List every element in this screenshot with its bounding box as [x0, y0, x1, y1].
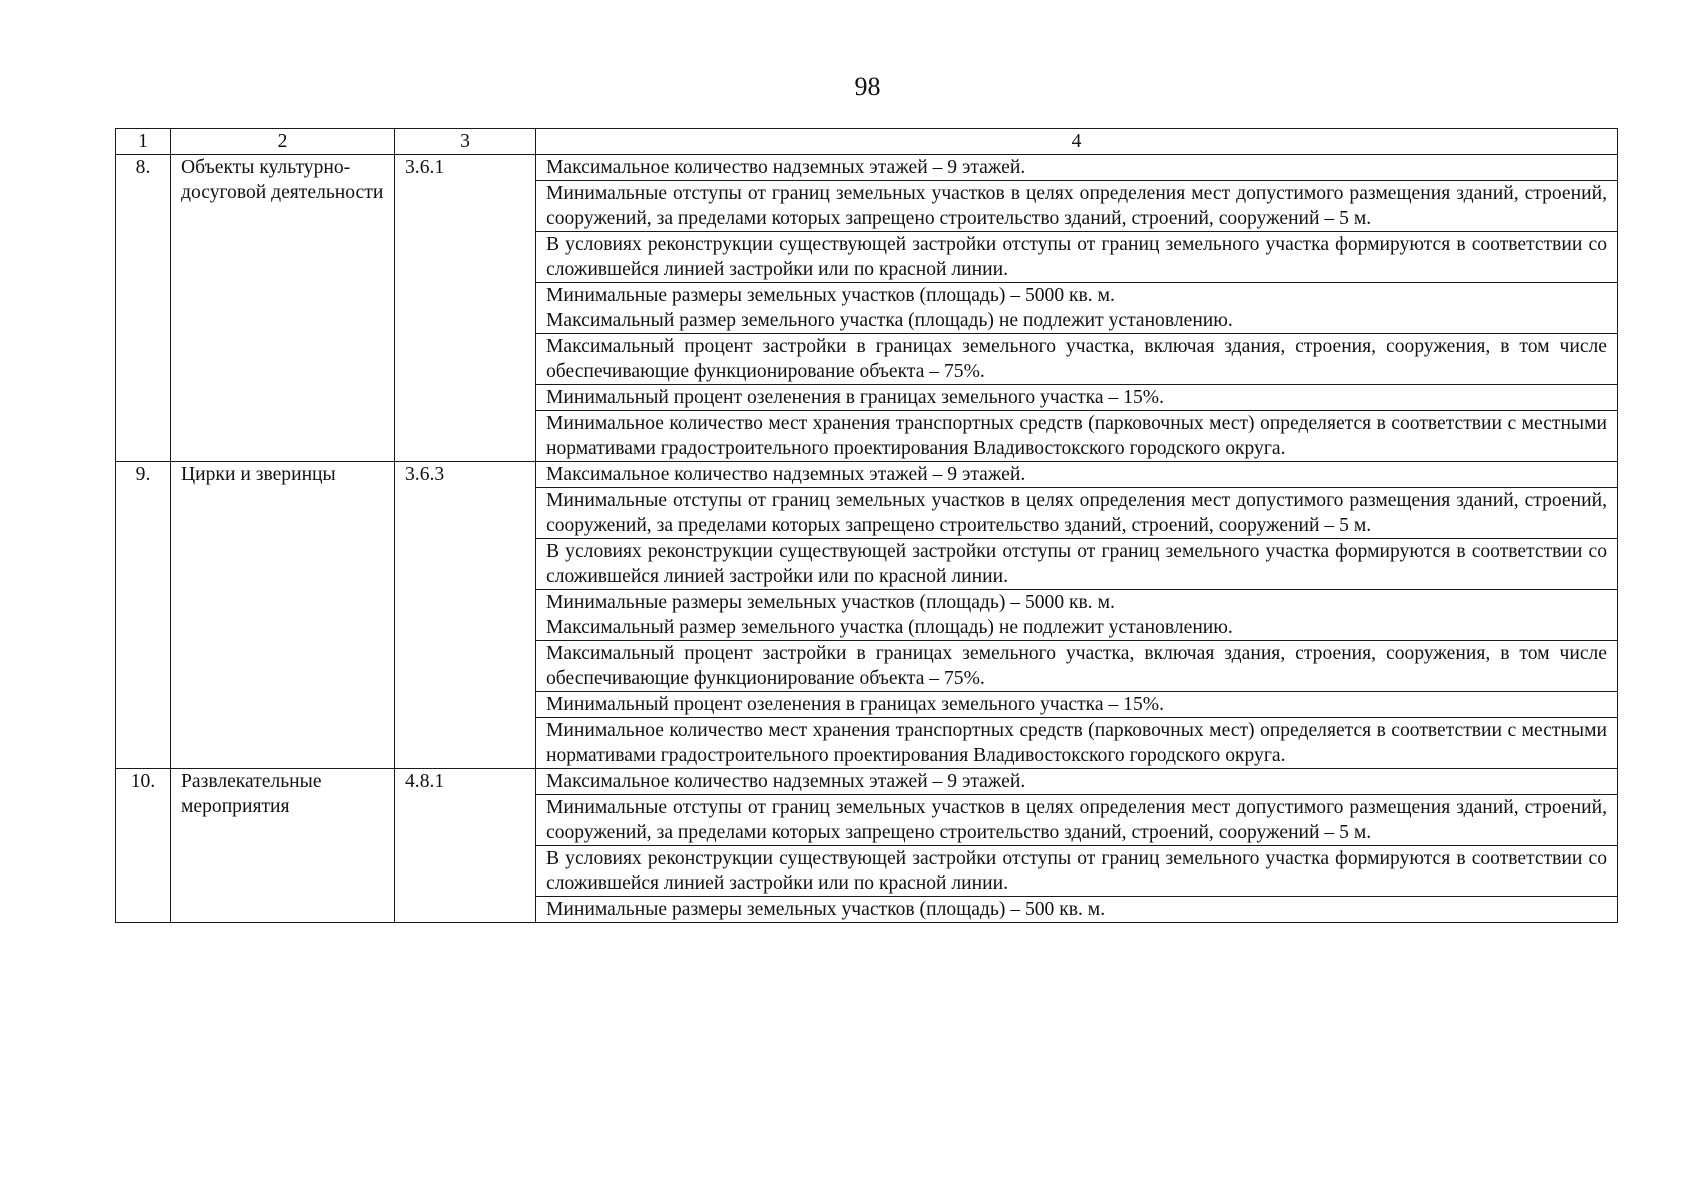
parameter-text: Максимальный размер земельного участка (площадь) не подлежит установлению.: [546, 617, 1233, 638]
parameter-text: Максимальный процент застройки в границах земельного участка, включая здания, строения, сооружения, в том числе обеспечивающие функционирование объекта – 75%.: [546, 643, 1607, 689]
parameter-text: Максимальное количество надземных этажей – 9 этажей.: [546, 157, 1026, 178]
page-number: 98: [854, 72, 881, 101]
parameter-cell: [536, 334, 1618, 385]
header-cell-1: 1: [116, 129, 171, 155]
parameter-cell: [536, 462, 1618, 488]
parameter-cell: [536, 283, 1618, 334]
use-type-code-cell: 3.6.3: [395, 462, 536, 769]
parameter-text: Минимальный процент озеленения в границах земельного участка – 15%.: [546, 694, 1164, 715]
table-body: [116, 155, 1618, 923]
parameter-text: Минимальные размеры земельных участков (площадь) – 5000 кв. м.: [546, 592, 1115, 613]
parameter-text: Максимальное количество надземных этажей – 9 этажей.: [546, 464, 1026, 485]
use-type-code-cell: 3.6.1: [395, 155, 536, 462]
use-type-name-cell: Объекты культурно-досуговой деятельности: [171, 155, 395, 462]
parameter-cell: [536, 846, 1618, 897]
parameter-text: В условиях реконструкции существующей застройки отступы от границ земельного участка формируются в соответствии со сложившейся линией застройки или по красной линии.: [546, 541, 1607, 587]
regulations-table: [115, 128, 1618, 923]
table-row: [116, 155, 1618, 181]
parameter-text: В условиях реконструкции существующей застройки отступы от границ земельного участка формируются в соответствии со сложившейся линией застройки или по красной линии.: [546, 848, 1607, 894]
parameter-text: Минимальные отступы от границ земельных участков в целях определения мест допустимого размещения зданий, строений, сооружений, за пределами которых запрещено строительство зданий, строений, сооружений – 5 м.: [546, 490, 1607, 536]
table-row: [116, 769, 1618, 795]
parameter-cell: [536, 718, 1618, 769]
row-number-cell: 9.: [116, 462, 171, 769]
header-cell-3: 3: [395, 129, 536, 155]
parameter-cell: [536, 641, 1618, 692]
parameter-text: Минимальные размеры земельных участков (площадь) – 500 кв. м.: [546, 899, 1106, 920]
header-cell-4: 4: [536, 129, 1618, 155]
header-row: [116, 129, 1618, 155]
table-row: [116, 462, 1618, 488]
parameter-text: Максимальное количество надземных этажей – 9 этажей.: [546, 771, 1026, 792]
parameter-cell: [536, 692, 1618, 718]
parameter-text: Максимальный процент застройки в границах земельного участка, включая здания, строения, сооружения, в том числе обеспечивающие функционирование объекта – 75%.: [546, 336, 1607, 382]
parameter-cell: [536, 795, 1618, 846]
parameter-cell: [536, 897, 1618, 923]
parameter-cell: [536, 385, 1618, 411]
parameter-cell: [536, 590, 1618, 641]
parameter-cell: [536, 411, 1618, 462]
parameter-text: В условиях реконструкции существующей застройки отступы от границ земельного участка формируются в соответствии со сложившейся линией застройки или по красной линии.: [546, 234, 1607, 280]
row-number-cell: 8.: [116, 155, 171, 462]
parameter-text: Минимальное количество мест хранения транспортных средств (парковочных мест) определяется в соответствии с местными нормативами градостроительного проектирования Владивостокского городского округа.: [546, 720, 1607, 766]
parameter-text: Максимальный размер земельного участка (площадь) не подлежит установлению.: [546, 310, 1233, 331]
use-type-name-cell: Развлекательные мероприятия: [171, 769, 395, 923]
header-cell-2: 2: [171, 129, 395, 155]
parameter-text: Минимальный процент озеленения в границах земельного участка – 15%.: [546, 387, 1164, 408]
parameter-cell: [536, 488, 1618, 539]
parameter-text: Минимальные отступы от границ земельных участков в целях определения мест допустимого размещения зданий, строений, сооружений, за пределами которых запрещено строительство зданий, строений, сооружений – 5 м.: [546, 797, 1607, 843]
parameter-text: Минимальное количество мест хранения транспортных средств (парковочных мест) определяется в соответствии с местными нормативами градостроительного проектирования Владивостокского городского округа.: [546, 413, 1607, 459]
parameter-cell: [536, 539, 1618, 590]
row-number-cell: 10.: [116, 769, 171, 923]
parameter-cell: [536, 232, 1618, 283]
parameter-cell: [536, 769, 1618, 795]
parameter-text: Минимальные размеры земельных участков (площадь) – 5000 кв. м.: [546, 285, 1115, 306]
use-type-name-cell: Цирки и зверинцы: [171, 462, 395, 769]
parameter-cell: [536, 181, 1618, 232]
parameter-cell: [536, 155, 1618, 181]
use-type-code-cell: 4.8.1: [395, 769, 536, 923]
parameter-text: Минимальные отступы от границ земельных участков в целях определения мест допустимого размещения зданий, строений, сооружений, за пределами которых запрещено строительство зданий, строений, сооружений – 5 м.: [546, 183, 1607, 229]
